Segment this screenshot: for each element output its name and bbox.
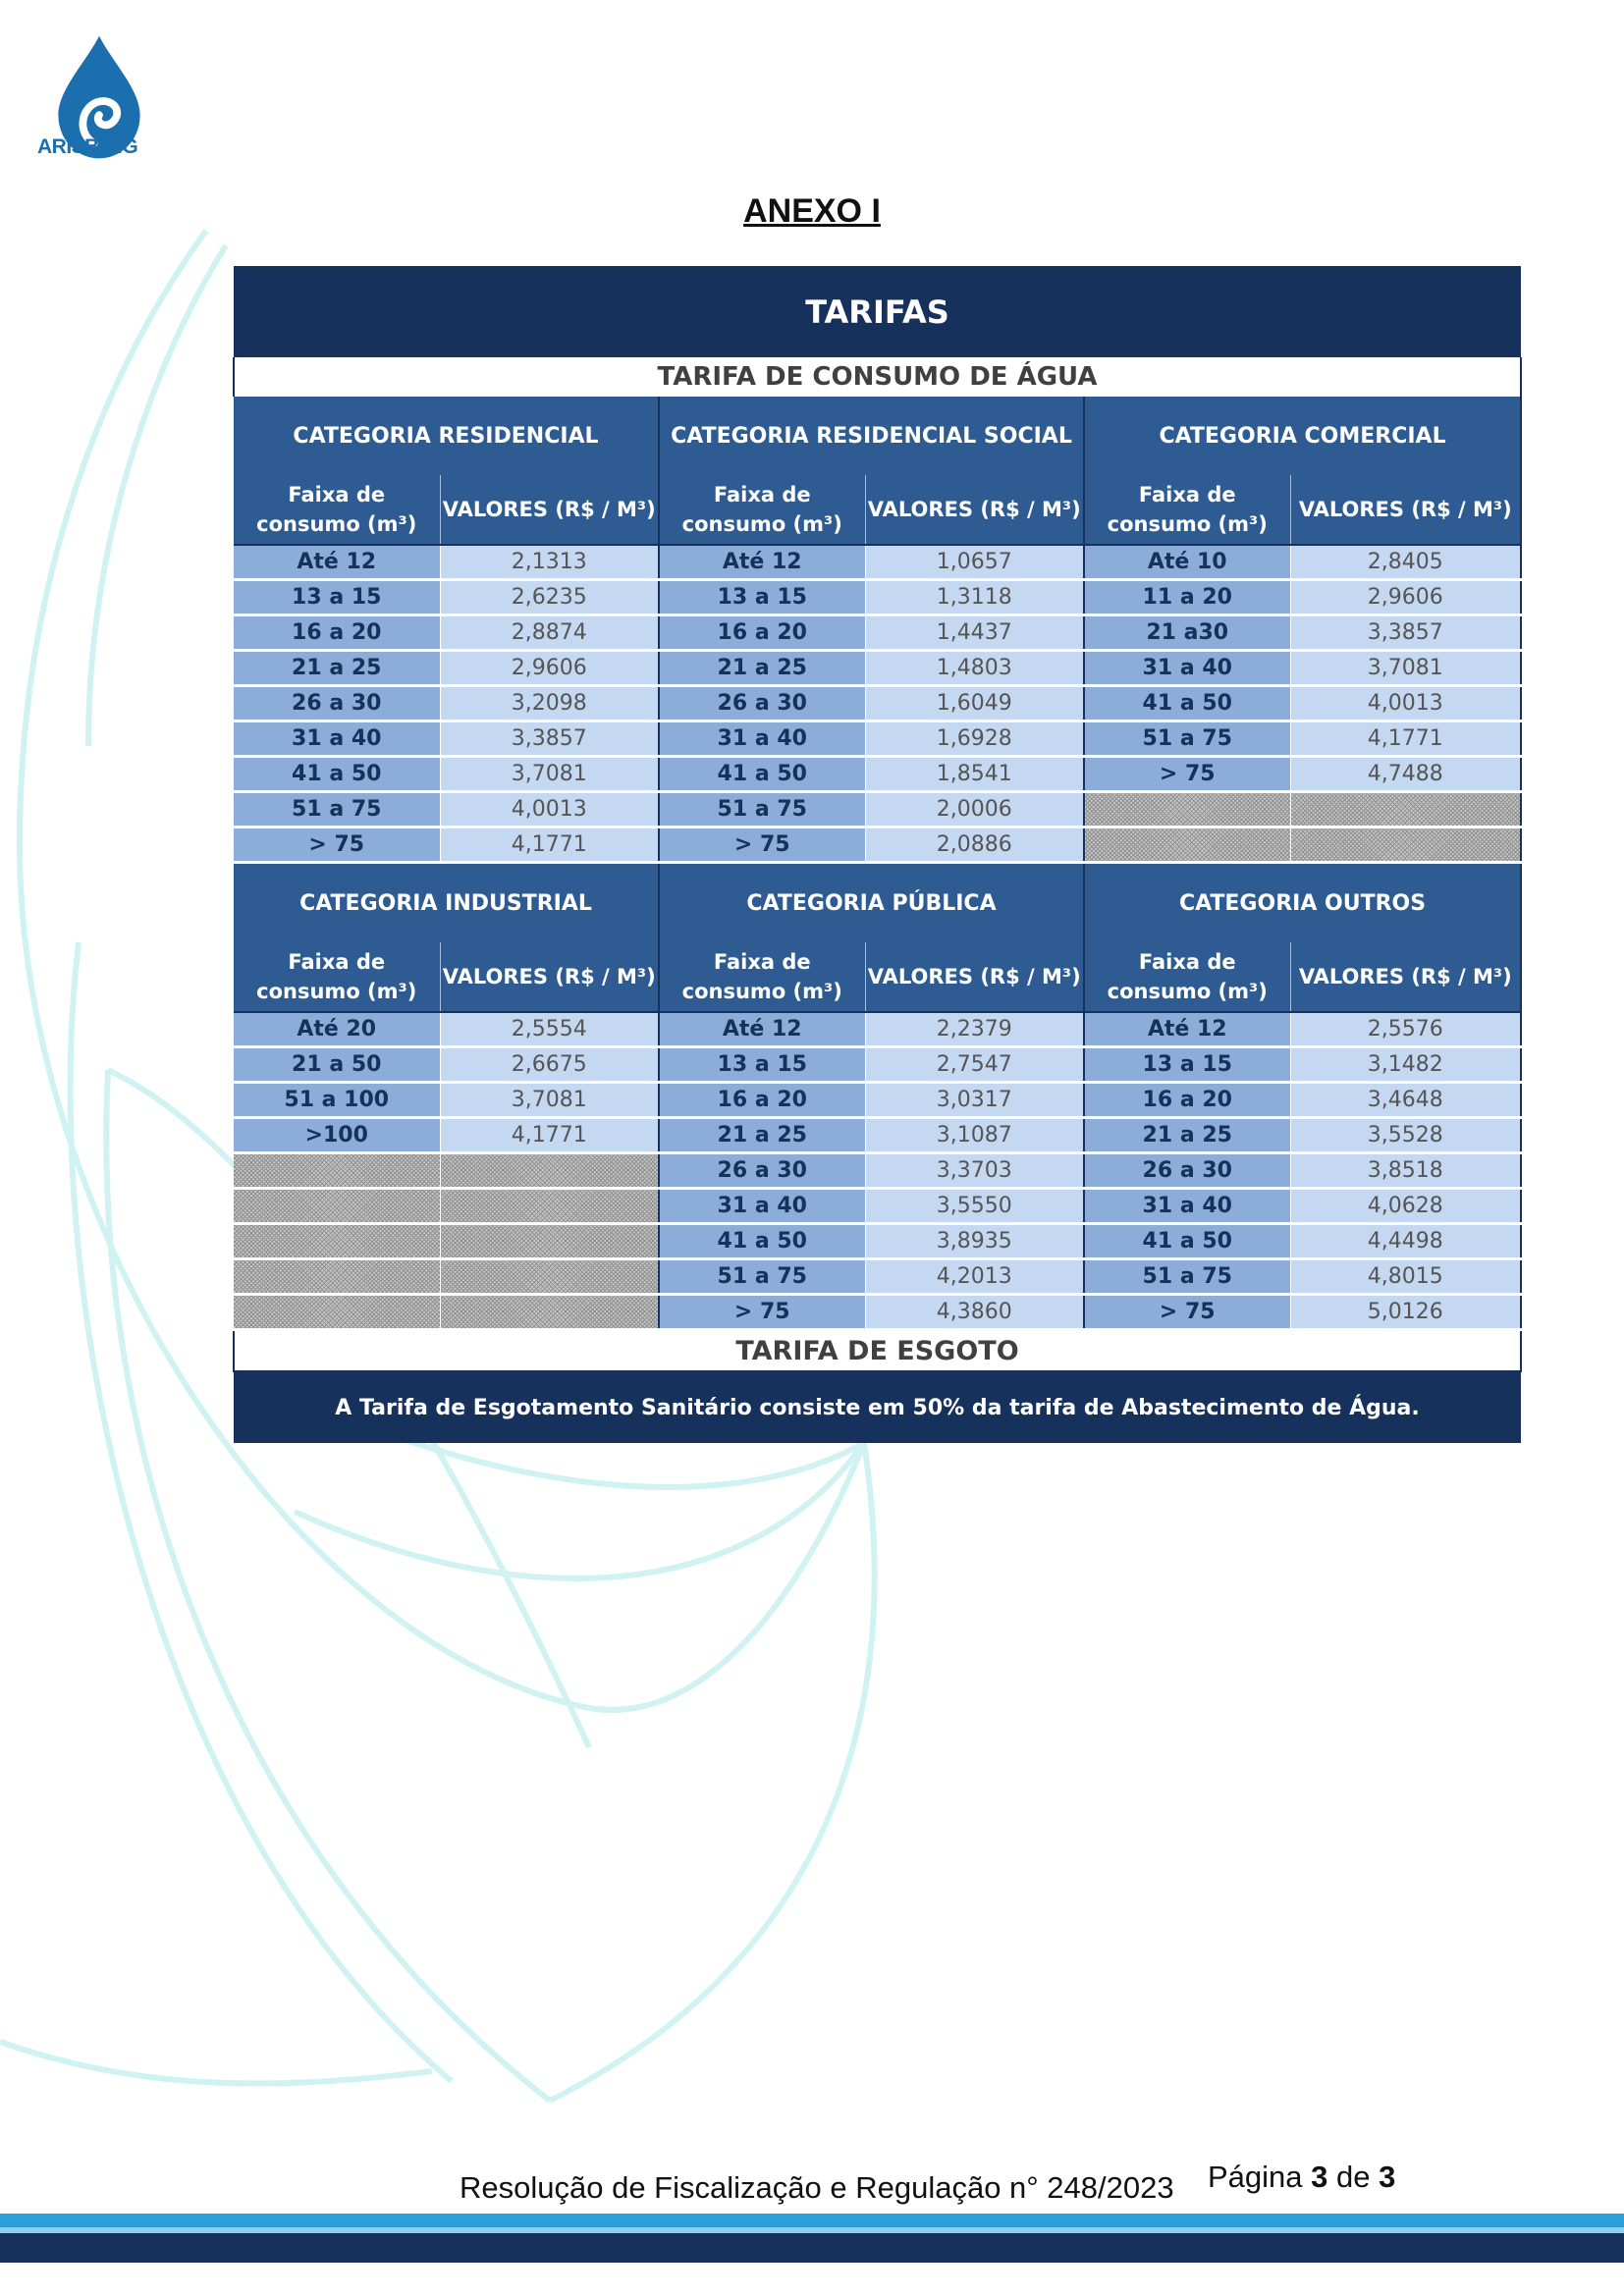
column-header-range: Faixa de consumo (m³) xyxy=(659,475,865,545)
empty-cell xyxy=(440,1295,659,1330)
tariff-value: 4,1771 xyxy=(1290,721,1521,757)
empty-cell xyxy=(234,1295,440,1330)
tariff-value: 4,7488 xyxy=(1290,757,1521,792)
tariff-value: 3,5528 xyxy=(1290,1118,1521,1153)
consumption-range: 31 a 40 xyxy=(659,721,865,757)
consumption-range: 21 a 25 xyxy=(659,1118,865,1153)
table-row xyxy=(234,828,1521,863)
consumption-range: Até 20 xyxy=(234,1012,440,1047)
consumption-range: 13 a 15 xyxy=(1084,1047,1290,1083)
consumption-range: 21 a 25 xyxy=(1084,1118,1290,1153)
consumption-range: 21 a 25 xyxy=(234,651,440,686)
tariff-value: 3,4648 xyxy=(1290,1083,1521,1118)
tariff-value: 2,0006 xyxy=(865,792,1084,828)
column-header-value: VALORES (R$ / M³) xyxy=(865,475,1084,545)
empty-cell xyxy=(440,1224,659,1259)
tariff-value: 1,0657 xyxy=(865,545,1084,580)
tariff-value: 2,9606 xyxy=(1290,580,1521,615)
sewage-tariff-note: A Tarifa de Esgotamento Sanitário consiste em 50% da tarifa de Abastecimento de Água. xyxy=(234,1371,1521,1443)
column-header-range: Faixa de consumo (m³) xyxy=(1084,475,1290,545)
consumption-range: 31 a 40 xyxy=(234,721,440,757)
table-row xyxy=(234,1012,1521,1047)
consumption-range: 16 a 20 xyxy=(234,615,440,651)
consumption-range: > 75 xyxy=(659,1295,865,1330)
consumption-range: 21 a 50 xyxy=(234,1047,440,1083)
consumption-range: Até 10 xyxy=(1084,545,1290,580)
consumption-range: 31 a 40 xyxy=(1084,651,1290,686)
table-row xyxy=(234,686,1521,721)
tariff-value: 4,8015 xyxy=(1290,1259,1521,1295)
page-total: 3 xyxy=(1379,2160,1396,2194)
empty-cell xyxy=(1290,792,1521,828)
consumption-range: Até 12 xyxy=(659,545,865,580)
tariff-value: 2,6675 xyxy=(440,1047,659,1083)
tariff-value: 1,6928 xyxy=(865,721,1084,757)
table-row xyxy=(234,1118,1521,1153)
consumption-range: > 75 xyxy=(1084,757,1290,792)
column-header-value: VALORES (R$ / M³) xyxy=(1290,942,1521,1012)
tariff-value: 3,2098 xyxy=(440,686,659,721)
empty-cell xyxy=(234,1224,440,1259)
consumption-range: 51 a 75 xyxy=(1084,721,1290,757)
tariff-value: 3,0317 xyxy=(865,1083,1084,1118)
table-row xyxy=(234,1295,1521,1330)
tariff-value: 2,1313 xyxy=(440,545,659,580)
category-header: CATEGORIA RESIDENCIAL xyxy=(234,397,659,475)
consumption-range: 16 a 20 xyxy=(659,1083,865,1118)
consumption-range: 21 a30 xyxy=(1084,615,1290,651)
tariff-value: 4,1771 xyxy=(440,828,659,863)
column-header-range: Faixa de consumo (m³) xyxy=(1084,942,1290,1012)
column-header-range: Faixa de consumo (m³) xyxy=(234,475,440,545)
tariff-value: 3,1482 xyxy=(1290,1047,1521,1083)
empty-cell xyxy=(234,1189,440,1224)
sewage-tariff-title: TARIFA DE ESGOTO xyxy=(234,1330,1521,1372)
table-row xyxy=(234,1153,1521,1189)
tariff-value: 2,5554 xyxy=(440,1012,659,1047)
table-row xyxy=(234,792,1521,828)
page-number xyxy=(1208,2160,1395,2195)
tariff-value: 4,0013 xyxy=(1290,686,1521,721)
consumption-range: > 75 xyxy=(1084,1295,1290,1330)
consumption-range: 11 a 20 xyxy=(1084,580,1290,615)
consumption-range: 16 a 20 xyxy=(1084,1083,1290,1118)
category-header: CATEGORIA COMERCIAL xyxy=(1084,397,1521,475)
consumption-range: 41 a 50 xyxy=(1084,1224,1290,1259)
consumption-range: 51 a 75 xyxy=(659,1259,865,1295)
empty-cell xyxy=(440,1153,659,1189)
empty-cell xyxy=(234,1259,440,1295)
tariff-value: 2,9606 xyxy=(440,651,659,686)
consumption-range: 41 a 50 xyxy=(659,1224,865,1259)
table-row xyxy=(234,1189,1521,1224)
tariff-value: 2,7547 xyxy=(865,1047,1084,1083)
tariff-value: 4,4498 xyxy=(1290,1224,1521,1259)
tariff-value: 3,3857 xyxy=(1290,615,1521,651)
tariff-value: 1,6049 xyxy=(865,686,1084,721)
category-header: CATEGORIA INDUSTRIAL xyxy=(234,863,659,943)
footer-resolution: Resolução de Fiscalização e Regulação n° 248/2023 xyxy=(460,2170,1174,2205)
tariff-value: 4,3860 xyxy=(865,1295,1084,1330)
logo-text: ARISB-MG xyxy=(37,135,138,158)
tariff-value: 3,7081 xyxy=(440,1083,659,1118)
category-header: CATEGORIA PÚBLICA xyxy=(659,863,1084,943)
tariff-value: 1,3118 xyxy=(865,580,1084,615)
empty-cell xyxy=(1084,828,1290,863)
consumption-range: 13 a 15 xyxy=(234,580,440,615)
tariff-value: 3,1087 xyxy=(865,1118,1084,1153)
empty-cell xyxy=(1290,828,1521,863)
tariff-value: 2,0886 xyxy=(865,828,1084,863)
table-row xyxy=(234,1047,1521,1083)
consumption-range: 51 a 100 xyxy=(234,1083,440,1118)
tariff-value: 2,2379 xyxy=(865,1012,1084,1047)
empty-cell xyxy=(234,1153,440,1189)
consumption-range: 26 a 30 xyxy=(234,686,440,721)
table-row xyxy=(234,1259,1521,1295)
empty-cell xyxy=(440,1189,659,1224)
tariff-value: 3,3703 xyxy=(865,1153,1084,1189)
table-row xyxy=(234,1083,1521,1118)
tariff-value: 4,2013 xyxy=(865,1259,1084,1295)
tariff-value: 3,3857 xyxy=(440,721,659,757)
footer-band-navy xyxy=(0,2233,1624,2263)
consumption-range: 13 a 15 xyxy=(659,580,865,615)
consumption-range: Até 12 xyxy=(234,545,440,580)
tariff-value: 2,8405 xyxy=(1290,545,1521,580)
tariff-value: 1,4437 xyxy=(865,615,1084,651)
annex-title: ANEXO I xyxy=(743,192,881,230)
consumption-range: 26 a 30 xyxy=(659,686,865,721)
column-header-value: VALORES (R$ / M³) xyxy=(440,475,659,545)
tariff-value: 5,0126 xyxy=(1290,1295,1521,1330)
consumption-range: 21 a 25 xyxy=(659,651,865,686)
column-header-range: Faixa de consumo (m³) xyxy=(659,942,865,1012)
consumption-range: 51 a 75 xyxy=(659,792,865,828)
table-row xyxy=(234,545,1521,580)
consumption-range: 41 a 50 xyxy=(234,757,440,792)
consumption-range: > 75 xyxy=(659,828,865,863)
empty-cell xyxy=(440,1259,659,1295)
category-header: CATEGORIA OUTROS xyxy=(1084,863,1521,943)
page-of: de xyxy=(1336,2160,1371,2194)
water-tariff-subtitle: TARIFA DE CONSUMO DE ÁGUA xyxy=(234,357,1521,397)
column-header-value: VALORES (R$ / M³) xyxy=(1290,475,1521,545)
consumption-range: 26 a 30 xyxy=(1084,1153,1290,1189)
page-current: 3 xyxy=(1311,2160,1328,2194)
table-row xyxy=(234,721,1521,757)
column-header-range: Faixa de consumo (m³) xyxy=(234,942,440,1012)
tariff-value: 3,7081 xyxy=(440,757,659,792)
table-row xyxy=(234,615,1521,651)
consumption-range: Até 12 xyxy=(1084,1012,1290,1047)
consumption-range: 41 a 50 xyxy=(1084,686,1290,721)
consumption-range: 13 a 15 xyxy=(659,1047,865,1083)
tariff-value: 4,1771 xyxy=(440,1118,659,1153)
tariff-value: 4,0628 xyxy=(1290,1189,1521,1224)
tariff-value: 3,8518 xyxy=(1290,1153,1521,1189)
tariff-value: 4,0013 xyxy=(440,792,659,828)
tariff-table xyxy=(233,266,1522,1443)
consumption-range: 16 a 20 xyxy=(659,615,865,651)
table-row xyxy=(234,757,1521,792)
consumption-range: Até 12 xyxy=(659,1012,865,1047)
table-row xyxy=(234,651,1521,686)
empty-cell xyxy=(1084,792,1290,828)
table-row xyxy=(234,580,1521,615)
tariff-value: 1,8541 xyxy=(865,757,1084,792)
consumption-range: 31 a 40 xyxy=(659,1189,865,1224)
category-header: CATEGORIA RESIDENCIAL SOCIAL xyxy=(659,397,1084,475)
column-header-value: VALORES (R$ / M³) xyxy=(865,942,1084,1012)
consumption-range: 51 a 75 xyxy=(234,792,440,828)
table-title: TARIFAS xyxy=(234,266,1521,357)
tariff-value: 3,8935 xyxy=(865,1224,1084,1259)
footer-band-light xyxy=(0,2214,1624,2227)
consumption-range: 51 a 75 xyxy=(1084,1259,1290,1295)
consumption-range: >100 xyxy=(234,1118,440,1153)
tariff-value: 1,4803 xyxy=(865,651,1084,686)
tariff-value: 2,5576 xyxy=(1290,1012,1521,1047)
consumption-range: 26 a 30 xyxy=(659,1153,865,1189)
tariff-value: 3,7081 xyxy=(1290,651,1521,686)
tariff-value: 3,5550 xyxy=(865,1189,1084,1224)
table-row xyxy=(234,1224,1521,1259)
column-header-value: VALORES (R$ / M³) xyxy=(440,942,659,1012)
consumption-range: > 75 xyxy=(234,828,440,863)
consumption-range: 31 a 40 xyxy=(1084,1189,1290,1224)
tariff-value: 2,8874 xyxy=(440,615,659,651)
consumption-range: 41 a 50 xyxy=(659,757,865,792)
page-prefix: Página xyxy=(1208,2160,1303,2194)
tariff-value: 2,6235 xyxy=(440,580,659,615)
